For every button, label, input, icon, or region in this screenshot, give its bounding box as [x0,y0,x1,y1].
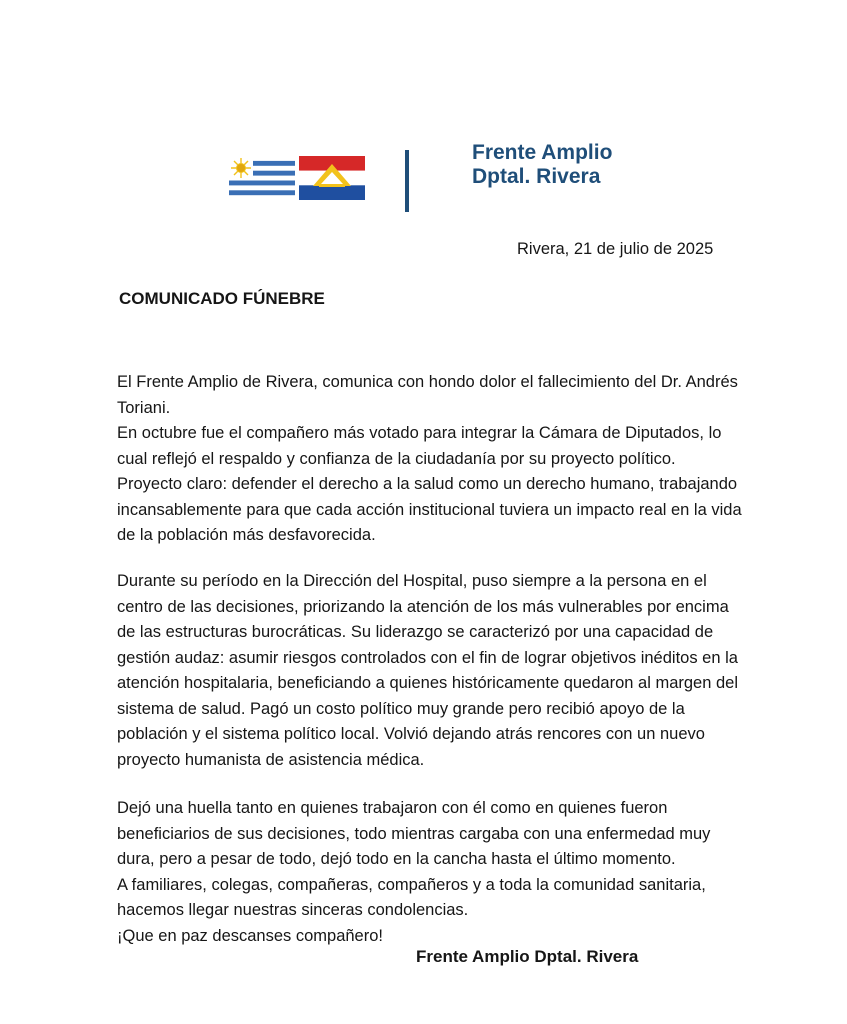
text-line: de la población más desfavorecida. [117,526,376,544]
org-name-line2: Dptal. Rivera [472,165,601,188]
paragraph-1 [117,370,742,549]
frente-amplio-flag-icon [299,156,365,200]
text-line: proyecto humanista de asistencia médica. [117,750,425,769]
uruguay-flag-icon [229,156,295,200]
text-line: sistema de salud. Pagó un costo político muy grande pero recibió apoyo de la [117,699,685,718]
signature: Frente Amplio Dptal. Rivera [416,947,639,966]
text-line: Proyecto claro: defender el derecho a la salud como un derecho humano, trabajando [117,475,738,493]
text-line: ¡Que en paz descanses compañero! [117,926,383,945]
paragraph-2 [117,569,737,773]
text-line: Durante su período en la Dirección del Hospital, puso siempre a la persona en el [117,572,707,590]
text-line: hacemos llegar nuestras sinceras condolencias. [117,901,469,919]
text-line: dura, pero a pesar de todo, dejó todo en la cancha hasta el último momento. [117,850,676,868]
text-line: A familiares, colegas, compañeras, compañeros y a toda la comunidad sanitaria, [117,875,706,894]
document-title: COMUNICADO FÚNEBRE [119,289,325,308]
text-line: población y el sistema político local. Volvió dejando atrás rencores con un nuevo [117,725,705,743]
paragraph-3 [117,796,737,949]
text-line: atención hospitalaria, beneficiando a quienes históricamente quedaron al margen del [117,674,738,692]
org-name-line1: Frente Amplio [472,141,613,164]
text-line: Toriani. [117,398,171,417]
text-line: incansablemente para que cada acción institucional tuviera un impacto real en la vida [117,500,742,519]
document-date: Rivera, 21 de julio de 2025 [517,240,714,258]
header-divider [405,150,409,212]
text-line: Dejó una huella tanto en quienes trabajaron con él como en quienes fueron [117,799,668,817]
text-line: beneficiarios de sus decisiones, todo mientras cargaba con una enfermedad muy [117,824,711,843]
text-line: cual reflejó el respaldo y confianza de la ciudadanía por su proyecto político. [117,449,676,468]
text-line: centro de las decisiones, priorizando la atención de los más vulnerables por encima [117,597,729,616]
text-line: de las estructuras burocráticas. Su liderazgo se caracterizó por una capacidad de [117,623,714,641]
text-line: gestión audaz: asumir riesgos controlados con el fin de lograr objetivos inéditos en la [117,648,738,667]
text-line: En octubre fue el compañero más votado para integrar la Cámara de Diputados, lo [117,424,722,442]
text-line: El Frente Amplio de Rivera, comunica con hondo dolor el fallecimiento del Dr. Andrés [117,373,738,391]
